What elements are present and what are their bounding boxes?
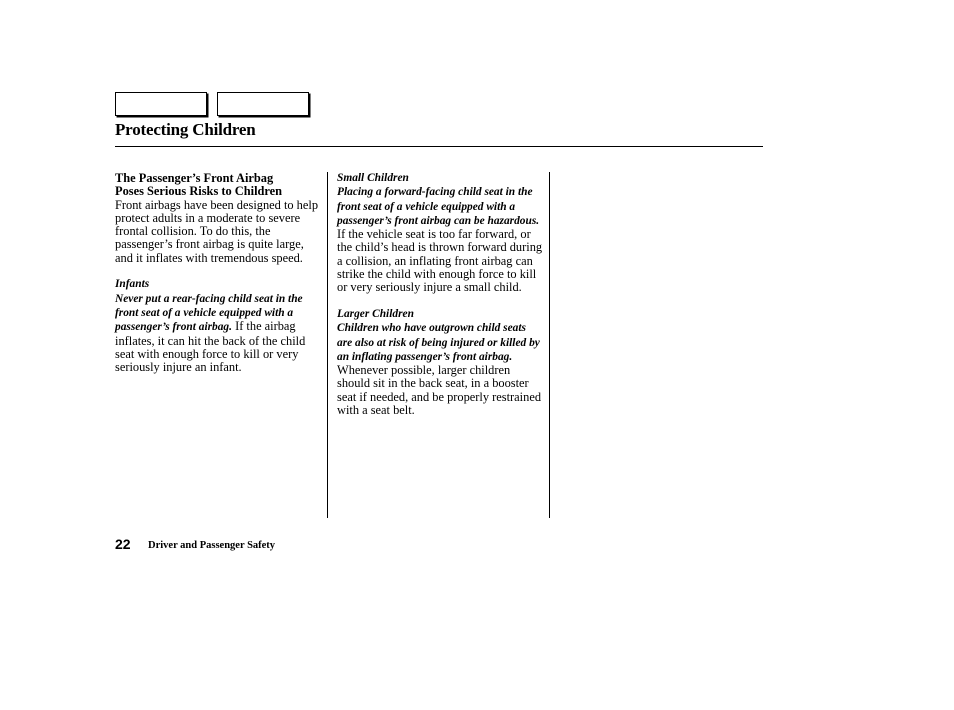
small-children-warning: Placing a forward-facing child seat in the front seat of a vehicle equipped with a passenger’s front airbag can be hazardous.: [337, 186, 540, 227]
small-children-paragraph: [337, 185, 543, 294]
infants-warning: Never put a rear-facing child seat in the front seat of a vehicle equipped with a passenger’s front airbag.: [115, 292, 303, 334]
larger-children-warning: Children who have outgrown child seats are also at risk of being injured or killed by an inflating passenger’s front airbag.: [337, 322, 540, 363]
airbag-intro-paragraph: Front airbags have been designed to help protect adults in a moderate to severe frontal collision. To do this, the passenger’s front airbag is quite large, and it inflates with tremendous speed.: [115, 197, 319, 265]
small-children-heading: Small Children: [337, 172, 409, 184]
infants-heading: Infants: [115, 278, 150, 291]
page-number: 22: [115, 536, 131, 552]
airbag-risk-heading-line1: The Passenger’s Front Airbag: [115, 171, 274, 185]
column-middle: [337, 172, 543, 417]
section-name: Driver and Passenger Safety: [148, 540, 276, 551]
larger-children-body: Whenever possible, larger children should sit in the back seat, in a booster seat if needed, and be properly restrained with a seat belt.: [337, 363, 542, 418]
column-left: [115, 172, 321, 374]
previous-page-button[interactable]: [115, 92, 207, 116]
larger-children-heading: Larger Children: [337, 307, 414, 320]
column-divider: [549, 172, 550, 518]
larger-children-paragraph: [337, 321, 543, 417]
infants-body: If the airbag inflates, it can hit the back of the child seat with enough force to kill or very seriously injure an infant.: [115, 319, 306, 375]
next-page-button[interactable]: [217, 92, 309, 116]
page-title: Protecting Children: [115, 120, 256, 139]
column-divider: [327, 172, 328, 518]
title-divider: [115, 146, 763, 147]
airbag-risk-heading-line2: Poses Serious Risks to Children: [115, 184, 283, 199]
small-children-body: If the vehicle seat is too far forward, or the child’s head is thrown forward during a collision, an inflating front airbag can strike the child with enough force to kill or very seriously injure a small child.: [337, 227, 543, 295]
infants-paragraph: [115, 292, 321, 375]
